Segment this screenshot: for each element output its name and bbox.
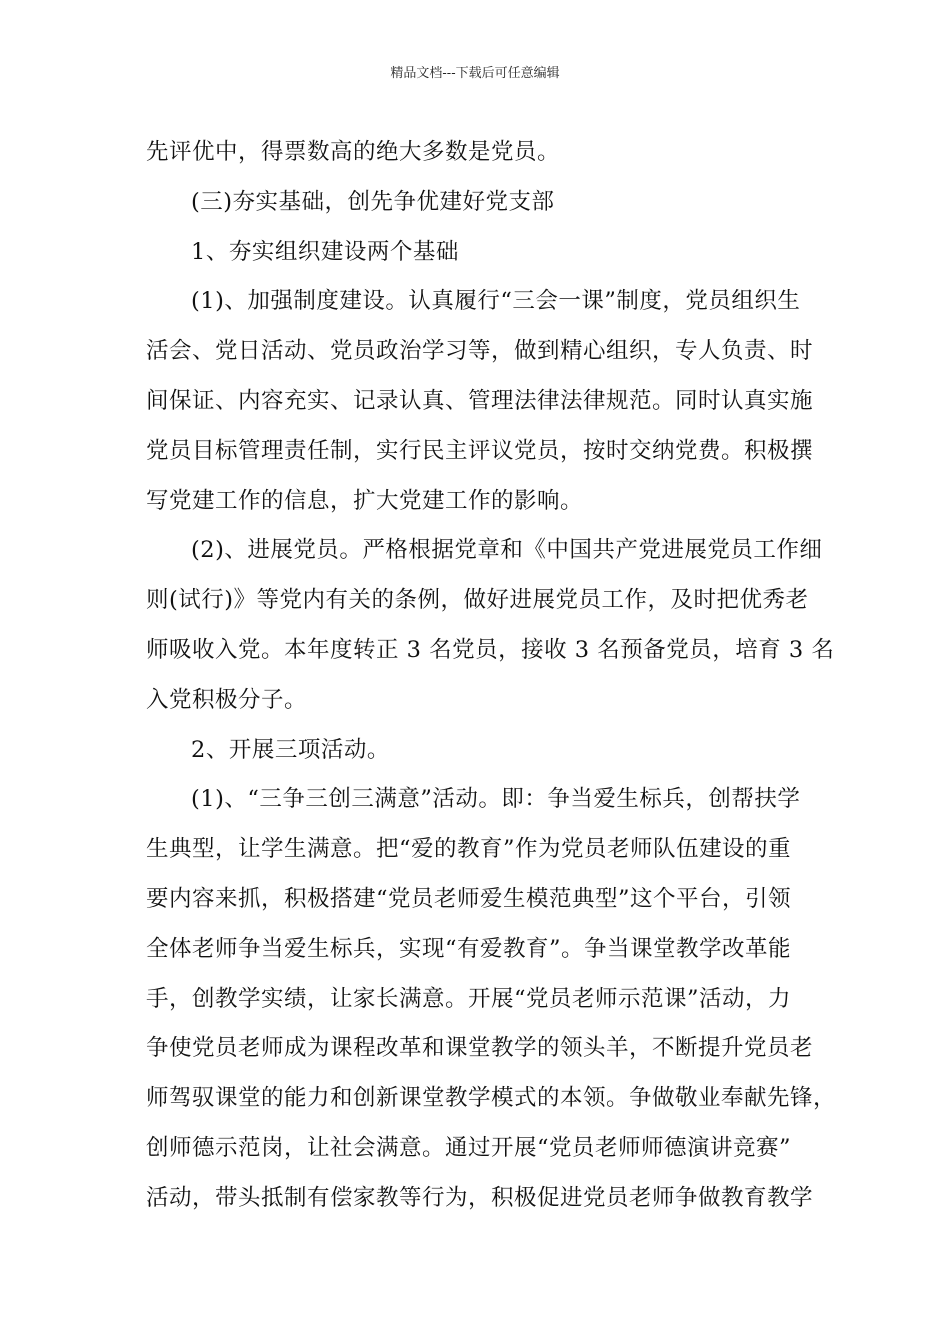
text-line: 间保证、内容充实、记录认真、管理法律法律规范。同时认真实施	[146, 387, 814, 414]
text-line: 活会、党日活动、党员政治学习等，做到精心组织，专人负责、时	[146, 338, 814, 365]
text-line: 入党积极分子。	[146, 686, 308, 713]
text-line: 全体老师争当爱生标兵，实现“有爱教育”。争当课堂教学改革能	[146, 935, 792, 962]
text-line: 师吸收入党。本年度转正 3 名党员，接收 3 名预备党员，培育 3 名	[146, 636, 835, 663]
text-line: 创师德示范岗，让社会满意。通过开展“党员老师师德演讲竞赛”	[146, 1134, 792, 1161]
text-line: 手，创教学实绩，让家长满意。开展“党员老师示范课”活动，力	[146, 985, 792, 1012]
text-line: 活动，带头抵制有偿家教等行为，积极促进党员老师争做教育教学	[146, 1184, 814, 1211]
subsection-heading: 1、夯实组织建设两个基础	[191, 238, 459, 265]
text-line: 要内容来抓，积极搭建“党员老师爱生模范典型”这个平台，引领	[146, 885, 792, 912]
text-line: 争使党员老师成为课程改革和课堂教学的领头羊，不断提升党员老	[146, 1035, 814, 1062]
paragraph-start: (1)、加强制度建设。认真履行“三会一课”制度，党员组织生	[191, 288, 801, 315]
section-heading: (三)夯实基础，创先争优建好党支部	[191, 188, 555, 215]
text-line: 则(试行)》等党内有关的条例，做好进展党员工作，及时把优秀老	[146, 587, 809, 614]
paragraph-start: (1)、“三争三创三满意”活动。即：争当爱生标兵，创帮扶学	[191, 786, 801, 813]
text-line: 党员目标管理责任制，实行民主评议党员，按时交纳党费。积极撰	[146, 437, 814, 464]
text-line: 写党建工作的信息，扩大党建工作的影响。	[146, 487, 584, 514]
page-header: 精品文档---下载后可任意编辑	[390, 66, 560, 81]
document-body	[146, 128, 837, 1224]
paragraph-start: (2)、进展党员。严格根据党章和《中国共产党进展党员工作细	[191, 537, 823, 564]
subsection-heading: 2、开展三项活动。	[191, 736, 390, 763]
text-line: 生典型，让学生满意。把“爱的教育”作为党员老师队伍建设的重	[146, 836, 792, 863]
text-line: 师驾驭课堂的能力和创新课堂教学模式的本领。争做敬业奉献先锋，	[146, 1085, 837, 1112]
text-line: 先评优中，得票数高的绝大多数是党员。	[146, 139, 561, 165]
